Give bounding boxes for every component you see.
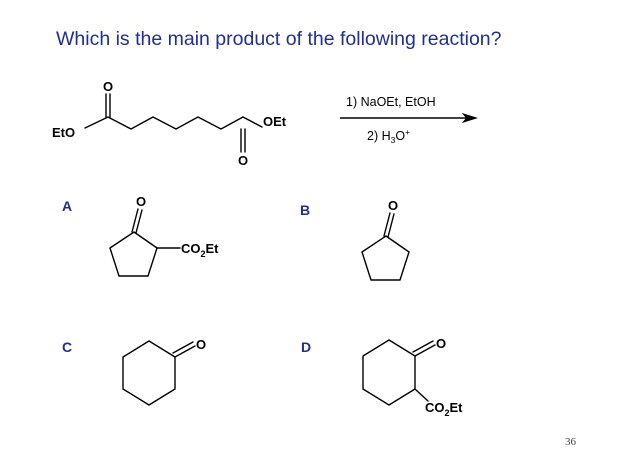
option-b-ring	[362, 236, 409, 280]
question-text: Which is the main product of the following reaction?	[56, 28, 502, 50]
option-a-ring	[110, 232, 157, 276]
option-c-o: O	[196, 337, 207, 352]
option-d-co-bond-1	[415, 345, 435, 356]
option-a-o: O	[136, 194, 147, 209]
condition-step2: 2) H3O+	[367, 127, 411, 145]
reaction-arrow-group	[340, 95, 478, 145]
reactant-right-o: O	[238, 153, 249, 168]
option-d[interactable]	[301, 336, 463, 418]
option-c-ring	[123, 341, 175, 405]
option-c-letter: C	[62, 339, 73, 355]
reactant-left-o: O	[103, 79, 114, 94]
option-d-ring	[363, 340, 415, 405]
option-d-o: O	[436, 336, 447, 351]
option-b-o: O	[388, 198, 399, 213]
reactant-chain	[85, 117, 243, 129]
option-d-letter: D	[301, 339, 312, 355]
option-c[interactable]	[62, 337, 206, 405]
reactant-oet-label: OEt	[263, 114, 287, 129]
reactant-right-oet-bond	[243, 117, 262, 127]
option-a-ester: $CO_2^{Et}$	[181, 241, 219, 259]
option-a-letter: A	[62, 198, 73, 214]
option-a[interactable]	[62, 194, 219, 276]
reactant-eto-label: EtO	[52, 125, 76, 140]
option-d-co-bond-2	[413, 341, 433, 352]
option-b-letter: B	[300, 202, 311, 218]
reactant-molecule	[52, 79, 287, 168]
page-number: 36	[565, 436, 576, 448]
option-d-ester: $CO_2^{Et}$	[425, 400, 463, 418]
option-c-co-bond-2	[173, 342, 193, 353]
option-c-co-bond-1	[175, 346, 195, 357]
option-b[interactable]	[300, 198, 409, 280]
condition-step1: 1) NaOEt, EtOH	[346, 95, 436, 109]
